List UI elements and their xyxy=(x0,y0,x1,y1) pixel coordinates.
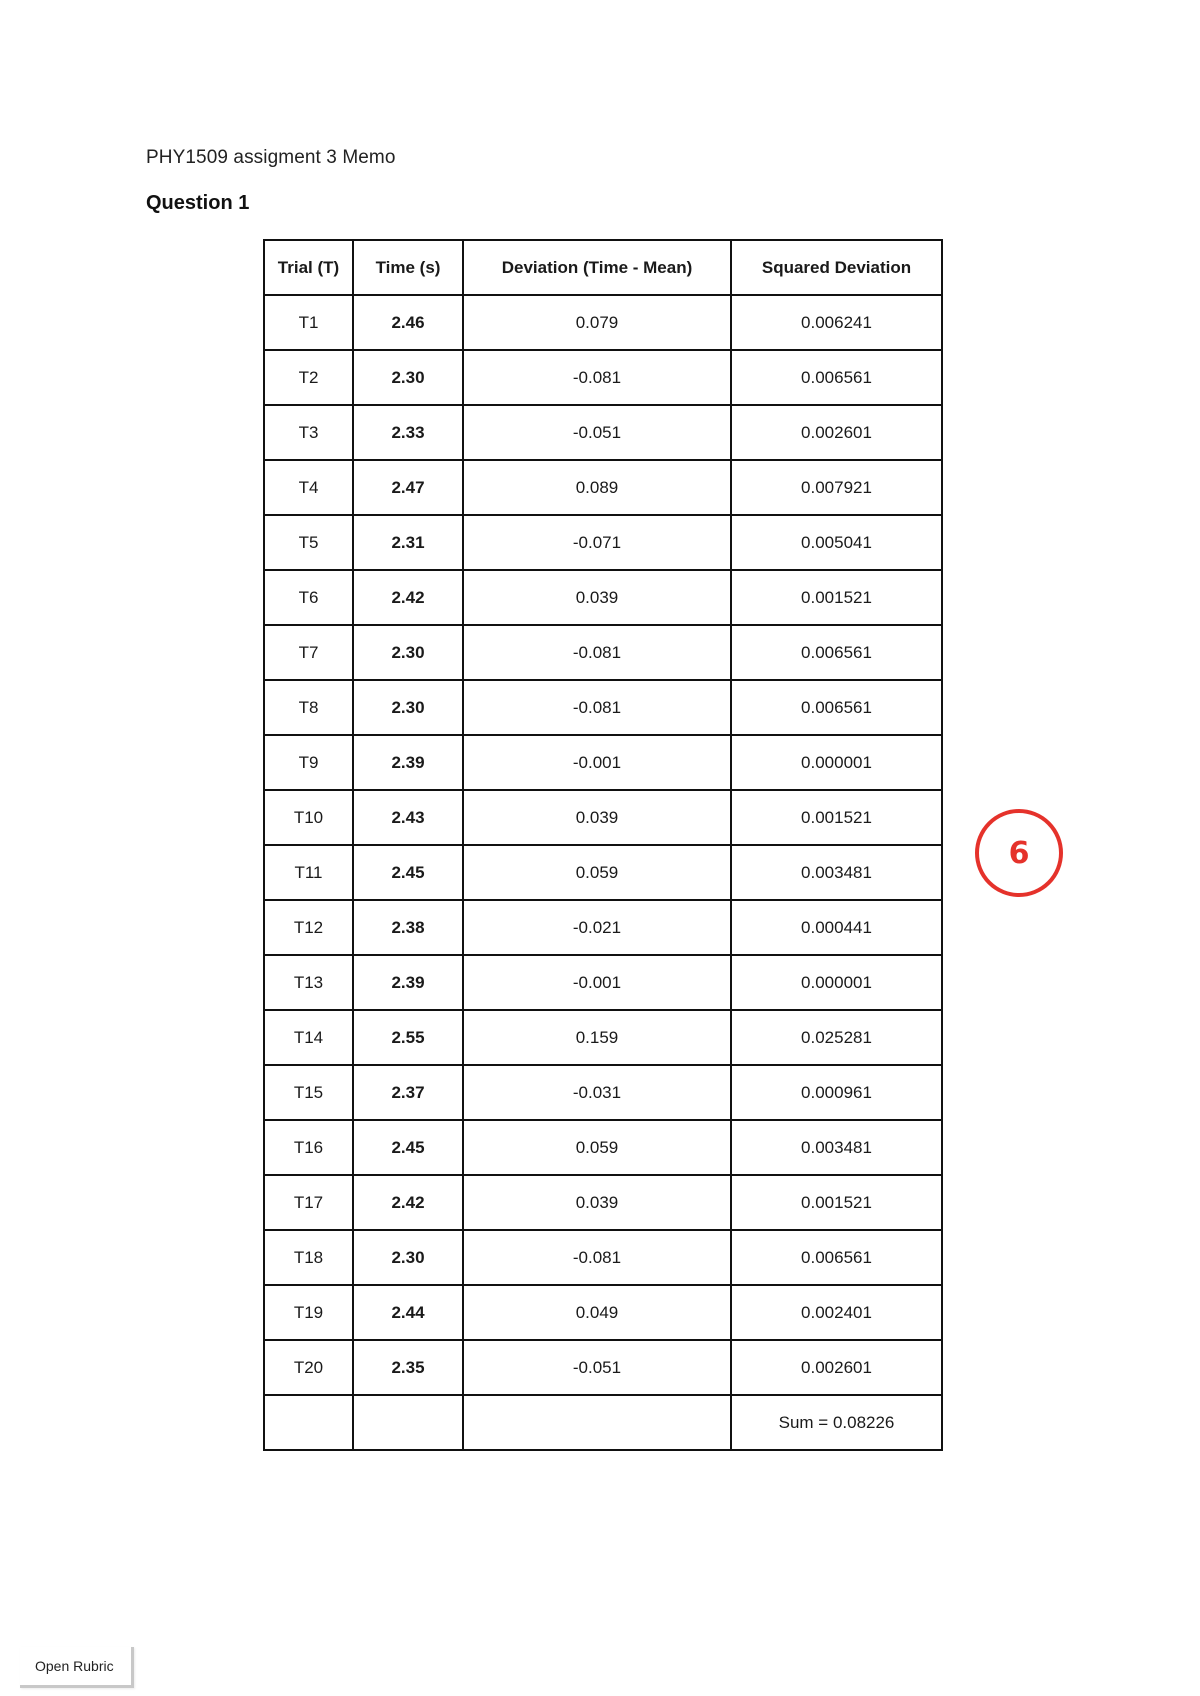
cell-squared-deviation: 0.025281 xyxy=(731,1010,942,1065)
table-row xyxy=(264,1285,942,1340)
table-header-row xyxy=(264,240,942,295)
cell-squared-deviation: 0.006561 xyxy=(731,625,942,680)
data-table xyxy=(263,239,943,1451)
cell-deviation: 0.059 xyxy=(463,1120,731,1175)
cell-squared-deviation: 0.002401 xyxy=(731,1285,942,1340)
cell-deviation: -0.081 xyxy=(463,680,731,735)
cell-time: 2.30 xyxy=(353,680,463,735)
cell-squared-deviation: 0.000001 xyxy=(731,735,942,790)
header-trial: Trial (T) xyxy=(264,240,353,295)
header-deviation: Deviation (Time - Mean) xyxy=(463,240,731,295)
table-row xyxy=(264,570,942,625)
cell-time: 2.45 xyxy=(353,1120,463,1175)
table-row xyxy=(264,460,942,515)
table-row xyxy=(264,1175,942,1230)
cell-deviation: 0.039 xyxy=(463,790,731,845)
header-squared-deviation: Squared Deviation xyxy=(731,240,942,295)
cell-trial: T8 xyxy=(264,680,353,735)
table-row xyxy=(264,900,942,955)
cell-time: 2.45 xyxy=(353,845,463,900)
cell-squared-deviation: 0.007921 xyxy=(731,460,942,515)
table-row xyxy=(264,845,942,900)
table-row xyxy=(264,1230,942,1285)
cell-time: 2.37 xyxy=(353,1065,463,1120)
cell-time: 2.33 xyxy=(353,405,463,460)
footer-cell-trial xyxy=(264,1395,353,1450)
footer-cell-deviation xyxy=(463,1395,731,1450)
cell-deviation: -0.021 xyxy=(463,900,731,955)
cell-deviation: -0.081 xyxy=(463,350,731,405)
cell-time: 2.38 xyxy=(353,900,463,955)
cell-deviation: 0.039 xyxy=(463,1175,731,1230)
cell-time: 2.35 xyxy=(353,1340,463,1395)
cell-squared-deviation: 0.006241 xyxy=(731,295,942,350)
cell-deviation: -0.051 xyxy=(463,405,731,460)
table-row xyxy=(264,405,942,460)
cell-time: 2.42 xyxy=(353,1175,463,1230)
cell-trial: T11 xyxy=(264,845,353,900)
cell-deviation: 0.079 xyxy=(463,295,731,350)
cell-deviation: -0.081 xyxy=(463,1230,731,1285)
cell-trial: T1 xyxy=(264,295,353,350)
cell-time: 2.43 xyxy=(353,790,463,845)
table-row xyxy=(264,1340,942,1395)
score-annotation xyxy=(975,809,1063,897)
score-value: 6 xyxy=(1008,835,1030,871)
cell-time: 2.55 xyxy=(353,1010,463,1065)
cell-squared-deviation: 0.001521 xyxy=(731,570,942,625)
document-title: PHY1509 assigment 3 Memo xyxy=(146,147,396,168)
table-row xyxy=(264,1120,942,1175)
cell-time: 2.44 xyxy=(353,1285,463,1340)
cell-trial: T9 xyxy=(264,735,353,790)
question-heading: Question 1 xyxy=(146,192,250,214)
table-row xyxy=(264,350,942,405)
table-footer-row xyxy=(264,1395,942,1450)
table-row xyxy=(264,515,942,570)
cell-time: 2.47 xyxy=(353,460,463,515)
cell-trial: T19 xyxy=(264,1285,353,1340)
table-row xyxy=(264,1065,942,1120)
table-row xyxy=(264,955,942,1010)
cell-time: 2.30 xyxy=(353,625,463,680)
cell-time: 2.46 xyxy=(353,295,463,350)
cell-trial: T7 xyxy=(264,625,353,680)
cell-trial: T4 xyxy=(264,460,353,515)
cell-trial: T18 xyxy=(264,1230,353,1285)
cell-deviation: 0.159 xyxy=(463,1010,731,1065)
cell-squared-deviation: 0.002601 xyxy=(731,405,942,460)
cell-trial: T14 xyxy=(264,1010,353,1065)
cell-trial: T12 xyxy=(264,900,353,955)
cell-deviation: -0.081 xyxy=(463,625,731,680)
cell-squared-deviation: 0.002601 xyxy=(731,1340,942,1395)
cell-deviation: -0.071 xyxy=(463,515,731,570)
cell-squared-deviation: 0.003481 xyxy=(731,1120,942,1175)
cell-squared-deviation: 0.001521 xyxy=(731,1175,942,1230)
open-rubric-button[interactable] xyxy=(20,1647,134,1688)
cell-deviation: 0.049 xyxy=(463,1285,731,1340)
cell-squared-deviation: 0.001521 xyxy=(731,790,942,845)
cell-deviation: 0.089 xyxy=(463,460,731,515)
footer-cell-time xyxy=(353,1395,463,1450)
sum-cell: Sum = 0.08226 xyxy=(731,1395,942,1450)
cell-deviation: 0.039 xyxy=(463,570,731,625)
cell-deviation: -0.031 xyxy=(463,1065,731,1120)
cell-trial: T13 xyxy=(264,955,353,1010)
cell-trial: T15 xyxy=(264,1065,353,1120)
table-body xyxy=(264,295,942,1395)
cell-squared-deviation: 0.006561 xyxy=(731,680,942,735)
cell-deviation: -0.001 xyxy=(463,735,731,790)
cell-trial: T2 xyxy=(264,350,353,405)
cell-deviation: -0.001 xyxy=(463,955,731,1010)
cell-trial: T5 xyxy=(264,515,353,570)
cell-deviation: -0.051 xyxy=(463,1340,731,1395)
table-row xyxy=(264,680,942,735)
table-row xyxy=(264,790,942,845)
cell-trial: T10 xyxy=(264,790,353,845)
cell-time: 2.39 xyxy=(353,735,463,790)
header-time: Time (s) xyxy=(353,240,463,295)
cell-time: 2.42 xyxy=(353,570,463,625)
cell-deviation: 0.059 xyxy=(463,845,731,900)
cell-trial: T3 xyxy=(264,405,353,460)
cell-trial: T6 xyxy=(264,570,353,625)
cell-time: 2.30 xyxy=(353,1230,463,1285)
cell-squared-deviation: 0.003481 xyxy=(731,845,942,900)
table-row xyxy=(264,625,942,680)
cell-trial: T17 xyxy=(264,1175,353,1230)
cell-trial: T20 xyxy=(264,1340,353,1395)
table-row xyxy=(264,295,942,350)
cell-squared-deviation: 0.006561 xyxy=(731,1230,942,1285)
cell-trial: T16 xyxy=(264,1120,353,1175)
cell-time: 2.30 xyxy=(353,350,463,405)
cell-squared-deviation: 0.000441 xyxy=(731,900,942,955)
table-row xyxy=(264,735,942,790)
table-row xyxy=(264,1010,942,1065)
cell-time: 2.39 xyxy=(353,955,463,1010)
cell-squared-deviation: 0.000961 xyxy=(731,1065,942,1120)
cell-squared-deviation: 0.006561 xyxy=(731,350,942,405)
open-rubric-label: Open Rubric xyxy=(35,1658,114,1674)
cell-squared-deviation: 0.005041 xyxy=(731,515,942,570)
cell-squared-deviation: 0.000001 xyxy=(731,955,942,1010)
cell-time: 2.31 xyxy=(353,515,463,570)
